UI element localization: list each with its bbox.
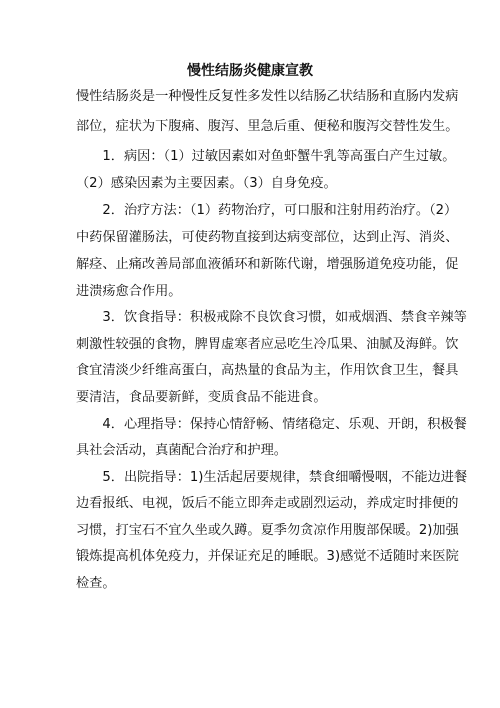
text-line: 4．心理指导：保持心情舒畅、情绪稳定、乐观、开朗，积极餐 (76, 417, 467, 432)
text-line: 具社会活动，真菌配合治疗和护理。 (76, 443, 287, 458)
text-line: 进溃疡愈合作用。 (76, 284, 182, 299)
text-line: 习惯，打宝石不宜久坐或久蹲。夏季勿贪凉作用腹部保暖。2)加强 (76, 523, 459, 538)
text-line: 边看报纸、电视，饭后不能立即奔走或剧烈运动，养成定时排便的 (76, 496, 459, 511)
text-line: 2．治疗方法：（1）药物治疗，可口服和注射用药治疗。（2） (76, 203, 458, 218)
text-line: 5．出院指导：1)生活起居要规律，禁食细嚼慢咽，不能边进餐 (76, 470, 468, 485)
text-line: 部位，症状为下腹痛、腹泻、里急后重、便秘和腹泻交替性发生。 (76, 119, 459, 134)
text-line: 要清洁，食品要新鲜，变质食品不能进食。 (76, 390, 327, 405)
text-line: 锻炼提高机体免疫力，并保证充足的睡眠。3)感觉不适随时来医院 (76, 549, 459, 564)
document-title: 慢性结肠炎健康宣教 (187, 63, 313, 79)
text-line: 刺激性较强的食物，脾胃虚寒者应忌吃生冷瓜果、油腻及海鲜。饮 (76, 337, 459, 352)
text-line: 解痉、止痛改善局部血液循环和新陈代谢，增强肠道免疫功能，促 (76, 257, 459, 272)
text-line: （2）感染因素为主要因素。（3）自身免疫。 (76, 176, 337, 191)
text-line: 3．饮食指导：积极戒除不良饮食习惯，如戒烟酒、禁食辛辣等 (76, 310, 467, 325)
text-line: 中药保留灌肠法，可使药物直接到达病变部位，达到止泻、消炎、 (76, 230, 459, 245)
text-line: 检查。 (76, 576, 116, 591)
text-line: 食宜清淡少纤维高蛋白，高热量的食品为主，作用饮食卫生，餐具 (76, 363, 459, 378)
text-line: 1．病因：（1）过敏因素如对鱼虾蟹牛乳等高蛋白产生过敏。 (76, 149, 456, 164)
text-line: 慢性结肠炎是一种慢性反复性多发性以结肠乙状结肠和直肠内发病 (76, 89, 459, 104)
